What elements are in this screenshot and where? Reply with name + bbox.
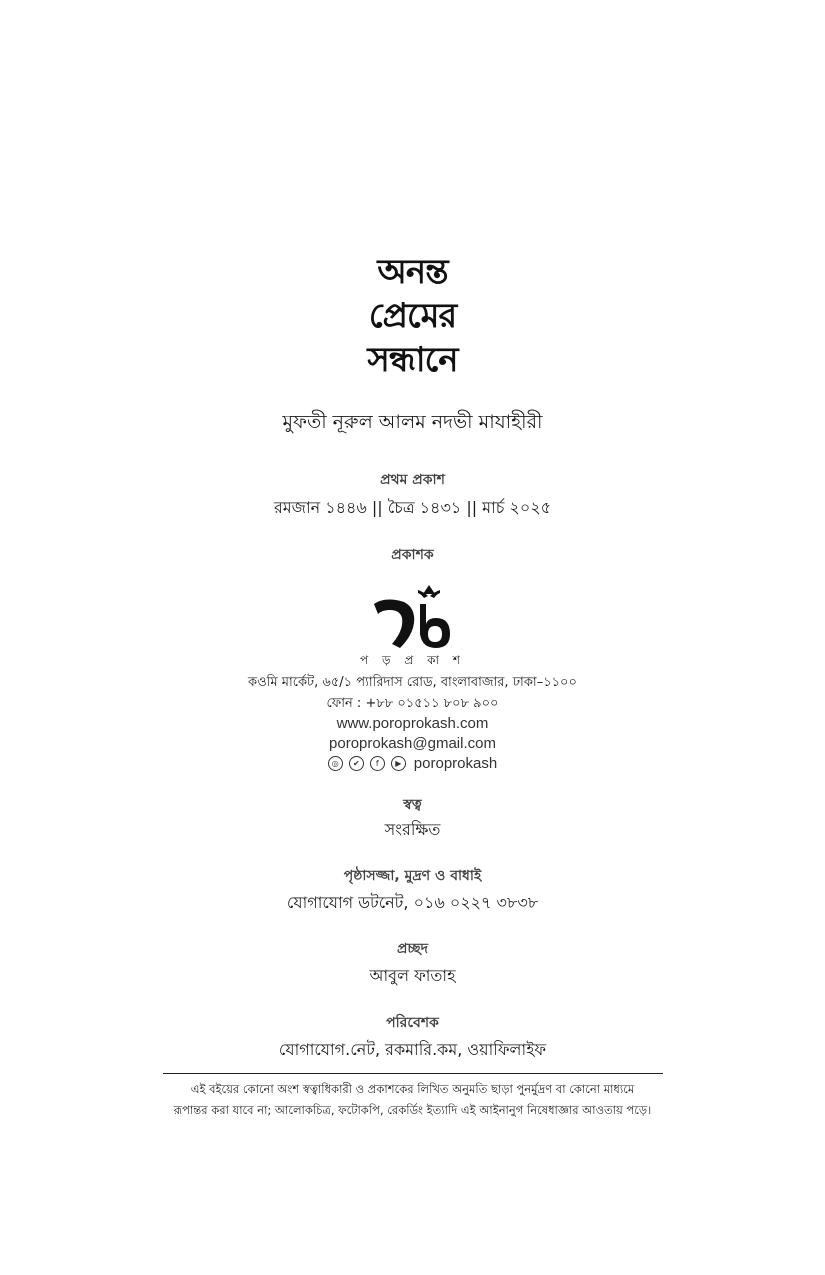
book-title-line-3: সন্ধানে xyxy=(367,340,458,380)
facebook-icon[interactable]: f xyxy=(370,756,385,771)
youtube-icon[interactable]: ▶ xyxy=(391,756,406,771)
printing-label: পৃষ্ঠাসজ্জা, মুদ্রণ ও বাধাই xyxy=(343,868,482,884)
twitter-icon[interactable]: ✔ xyxy=(349,756,364,771)
social-row xyxy=(0,755,825,772)
author-name: মুফতী নূরুল আলম নদভী মাযাহীরী xyxy=(282,411,543,433)
book-title-logo xyxy=(355,250,470,392)
book-title-line-2: প্রেমের xyxy=(368,296,457,336)
publisher-label: প্রকাশক xyxy=(391,547,434,563)
copyright-value: সংরক্ষিত xyxy=(384,820,441,839)
publisher-address: কওমি মার্কেট, ৬৫/১ প্যারিদাস রোড, বাংলাবাজার, ঢাকা–১১০০ xyxy=(248,675,577,690)
publisher-name: প ড় প্র কা শ xyxy=(360,653,465,667)
printing-value: যোগাযোগ ডটনেট, ০১৬ ০২২৭ ৩৮৩৮ xyxy=(286,893,539,912)
instagram-icon[interactable]: ◎ xyxy=(328,756,343,771)
cover-value: আবুল ফাতাহ xyxy=(369,966,456,985)
copyright-label: স্বত্ব xyxy=(403,797,422,813)
publisher-website[interactable]: www.poroprokash.com xyxy=(336,715,489,732)
first-edition-label: প্রথম প্রকাশ xyxy=(380,472,445,488)
cover-label: প্রচ্ছদ xyxy=(396,941,429,957)
copyright-notice-line-2: রূপান্তর করা যাবে না; আলোকচিত্র, ফটোকপি, রেকর্ডিং ইত্যাদি এই আইনানুগ নিষেধাজ্ঞার আওতায় পড়ে। xyxy=(173,1103,652,1117)
distributor-label: পরিবেশক xyxy=(386,1015,439,1031)
distributor-value: যোগাযোগ.নেট, রকমারি.কম, ওয়াফিলাইফ xyxy=(278,1040,547,1059)
publisher-phone: ফোন : +৮৮ ০১৫১১ ৮০৮ ৯০০ xyxy=(326,696,499,711)
first-edition-value: রমজান ১৪৪৬ || চৈত্র ১৪৩১ || মার্চ ২০২৫ xyxy=(273,498,552,517)
social-handle[interactable]: poroprokash xyxy=(413,755,498,772)
divider-line xyxy=(163,1073,663,1074)
copyright-notice xyxy=(0,1079,825,1121)
copyright-notice-line-1: এই বইয়ের কোনো অংশ স্বত্বাধিকারী ও প্রকাশকের লিখিত অনুমতি ছাড়া পুনর্মুদ্রণ বা কোনো মাধ্যমে xyxy=(190,1082,635,1096)
publisher-email[interactable]: poroprokash@gmail.com xyxy=(329,735,496,752)
publisher-logo xyxy=(368,582,458,652)
book-title-line-1: অনন্ত xyxy=(377,252,448,292)
